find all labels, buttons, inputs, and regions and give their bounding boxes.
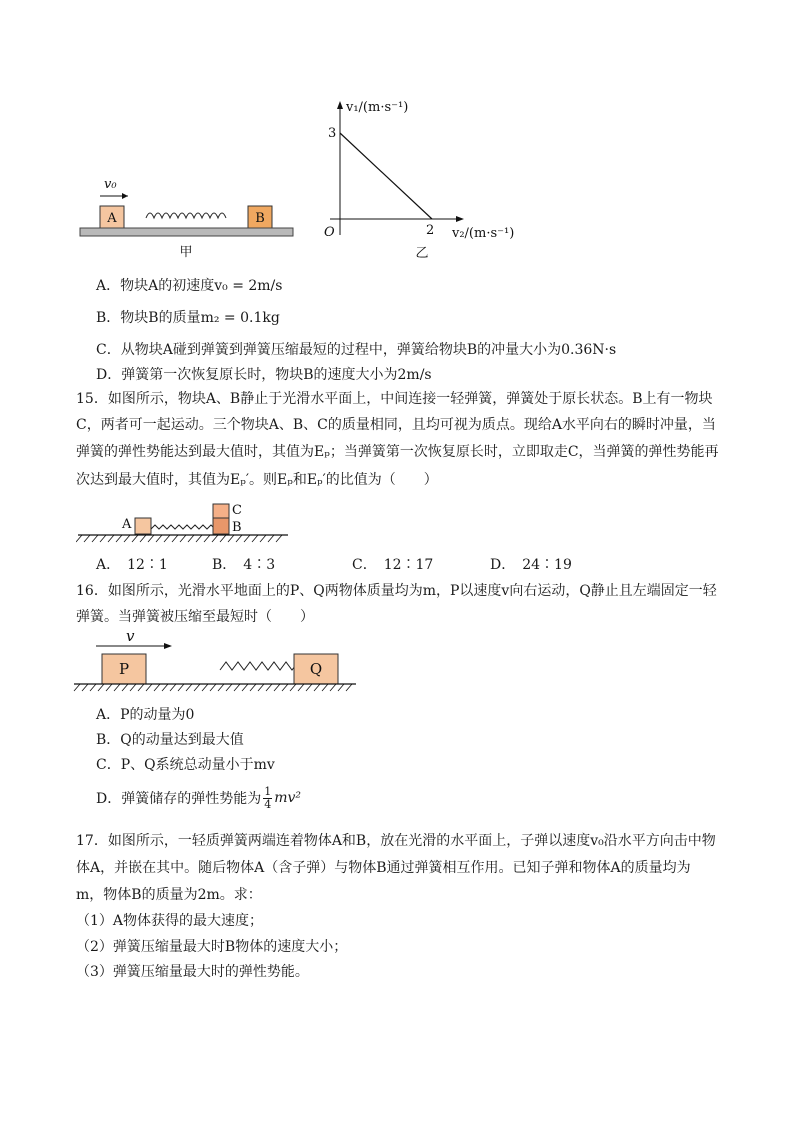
q14-option-c: C．从物块A碰到弹簧到弹簧压缩最短的过程中，弹簧给物块B的冲量大小为0.36N·s [96,342,617,358]
q17-line-3: m，物体B的质量为2m。求： [76,887,262,903]
q16-option-c: C．P、Q系统总动量小于mv [96,757,275,773]
block-b-label: B [255,211,265,226]
q15-label-c: C [232,503,242,518]
q15-option-a: A． 12∶1 [96,557,168,573]
x-axis-label: v₂/(m·s⁻¹) [452,226,515,241]
q15-block-a [135,518,151,534]
q15-line-2: C，两者可一起运动。三个物块A、B、C的质量相同，且均可视为质点。现给A水平向右的瞬时冲量，当 [76,417,716,433]
q16-option-d-formula: mv² [274,790,302,806]
q15-line-1: 15．如图所示，物块A、B静止于光滑水平面上，中间连接一轻弹簧，弹簧处于原长状态。B上有一物块 [76,391,713,407]
q14-option-b: B．物块B的质量m₂ = 0.1kg [96,310,280,326]
y-tick-3: 3 [328,126,337,141]
v0-label: v₀ [104,177,117,192]
ground [80,228,293,236]
q15-option-b: B． 4∶3 [212,557,276,573]
fig14-yi [320,95,530,265]
caption-jia: 甲 [179,245,193,260]
q15-figure [76,498,291,548]
q16-option-d [96,780,301,816]
q15-line-4: 次达到最大值时，其值为Eₚ′。则Eₚ和Eₚ′的比值为（ ） [76,472,438,488]
fraction-numerator: 1 [264,784,272,798]
q17-sub-2: （2）弹簧压缩量最大时B物体的速度大小； [76,939,348,955]
q16-ground-hatch [74,684,352,691]
q16-option-b: B．Q的动量达到最大值 [96,732,244,748]
caption-yi: 乙 [415,246,429,261]
fraction-one-quarter [263,786,272,811]
q17-sub-3: （3）弹簧压缩量最大时的弹性势能。 [76,964,309,980]
q15-ground-hatch [76,535,282,542]
q17-line-1: 17．如图所示，一轻质弹簧两端连着物体A和B，放在光滑的水平面上，子弹以速度v₀沿水平方向击中物 [76,833,716,849]
q16-line-1: 16．如图所示，光滑水平地面上的P、Q两物体质量均为m，P以速度v向右运动，Q静止且左端固定一轻 [76,583,717,599]
q15-spring [151,525,222,529]
q15-option-c: C． 12∶17 [352,557,434,573]
q14-option-a: A．物块A的初速度v₀ = 2m/s [96,278,283,294]
q16-label-q: Q [309,660,323,678]
q15-label-b: B [232,520,242,535]
q15-option-d: D． 24∶19 [490,557,572,573]
q16-figure [72,626,362,698]
q14-option-d: D．弹簧第一次恢复原长时，物块B的速度大小为2m/s [96,367,432,383]
fraction-denominator: 4 [264,797,272,811]
q16-option-a: A．P的动量为0 [96,707,195,723]
q16-line-2: 弹簧。当弹簧被压缩至最短时（ ） [76,609,314,625]
y-axis-label: v₁/(m·s⁻¹) [346,100,409,115]
block-a-label: A [107,211,117,226]
q15-block-c [213,504,229,518]
q16-option-d-text: D．弹簧储存的弹性势能为 [96,791,262,807]
spring [146,213,226,218]
origin-label: O [324,225,335,240]
x-tick-2: 2 [426,223,435,238]
q15-label-a: A [122,517,132,532]
v1-v2-line [340,133,432,219]
q16-v-label: v [126,627,135,645]
fig14-jia [76,170,301,260]
q15-block-b [213,518,229,534]
q17-sub-1: （1）A物体获得的最大速度； [76,913,264,929]
q17-line-2: 体A，并嵌在其中。随后物体A（含子弹）与物体B通过弹簧相互作用。已知子弹和物体A的质量均为 [76,860,691,876]
q16-label-p: P [118,660,130,678]
q15-line-3: 弹簧的弹性势能达到最大值时，其值为Eₚ；当弹簧第一次恢复原长时，立即取走C，当弹簧的弹性势能再 [76,444,719,460]
